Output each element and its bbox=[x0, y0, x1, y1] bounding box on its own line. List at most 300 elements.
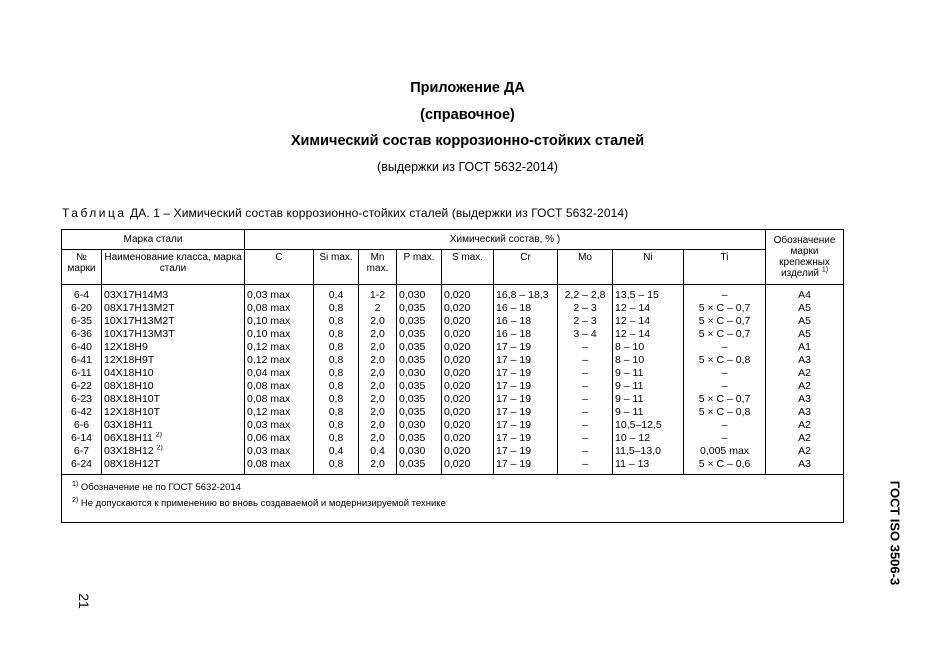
cell-number bbox=[62, 380, 102, 393]
cell-mark bbox=[766, 419, 844, 432]
cell-p-text: 0,035 bbox=[399, 393, 426, 405]
cell-ni-text: 9 – 11 bbox=[615, 380, 644, 392]
cell-mo-text: – bbox=[582, 367, 588, 379]
cell-cr bbox=[494, 432, 558, 445]
cell-number bbox=[62, 367, 102, 380]
cell-cr bbox=[494, 328, 558, 341]
cell-p-text: 0,035 bbox=[399, 302, 426, 314]
cell-c bbox=[245, 285, 314, 303]
cell-ti bbox=[684, 315, 766, 328]
cell-c-text: 0,08 max bbox=[247, 458, 291, 470]
cell-cr bbox=[494, 380, 558, 393]
cell-si-text: 0,8 bbox=[328, 380, 344, 392]
cell-ti-text: – bbox=[721, 432, 728, 444]
table-row bbox=[62, 458, 844, 475]
cell-c-text: 0,08 max bbox=[247, 302, 291, 314]
cell-s bbox=[442, 406, 494, 419]
cell-c bbox=[245, 302, 314, 315]
cell-ti-text: 5 × C – 0,8 bbox=[698, 406, 751, 418]
cell-p bbox=[397, 315, 442, 328]
cell-grade bbox=[102, 354, 245, 367]
cell-s bbox=[442, 432, 494, 445]
cell-cr bbox=[494, 393, 558, 406]
header-ti: Ti bbox=[684, 250, 766, 285]
header-c: C bbox=[245, 250, 314, 285]
cell-mo bbox=[558, 285, 613, 303]
cell-si bbox=[314, 445, 359, 458]
table-footnotes bbox=[62, 475, 844, 523]
cell-s bbox=[442, 285, 494, 303]
cell-si bbox=[314, 302, 359, 315]
cell-c bbox=[245, 419, 314, 432]
cell-ti bbox=[684, 380, 766, 393]
cell-number bbox=[62, 341, 102, 354]
cell-s-text: 0,020 bbox=[444, 406, 471, 418]
cell-s bbox=[442, 328, 494, 341]
cell-mark bbox=[766, 445, 844, 458]
cell-mn bbox=[359, 406, 397, 419]
cell-ni-text: 10 – 12 bbox=[615, 432, 651, 444]
cell-c-text: 0,12 max bbox=[247, 341, 291, 353]
cell-si bbox=[314, 328, 359, 341]
cell-number bbox=[62, 432, 102, 445]
cell-mo bbox=[558, 341, 613, 354]
cell-mn bbox=[359, 432, 397, 445]
grade-footnote-mark: 2) bbox=[156, 445, 163, 452]
cell-ni bbox=[613, 393, 684, 406]
cell-si-text: 0,8 bbox=[328, 328, 344, 340]
cell-ti-text: 5 × C – 0,7 bbox=[698, 315, 751, 327]
cell-cr-text: 17 – 19 bbox=[496, 367, 532, 379]
cell-ni bbox=[613, 419, 684, 432]
appendix-type: (справочное) bbox=[420, 107, 515, 123]
cell-mark bbox=[766, 432, 844, 445]
header-cr: Cr bbox=[494, 250, 558, 285]
header-designation-text: Обозначение марки крепежных изделий bbox=[773, 235, 836, 279]
cell-mn bbox=[359, 354, 397, 367]
cell-c bbox=[245, 380, 314, 393]
cell-mn bbox=[359, 285, 397, 303]
cell-p-text: 0,035 bbox=[399, 341, 426, 353]
cell-mark bbox=[766, 341, 844, 354]
cell-number bbox=[62, 354, 102, 367]
cell-mark bbox=[766, 315, 844, 328]
cell-number-text: 6-41 bbox=[70, 354, 92, 366]
header-mn: Mn max. bbox=[359, 250, 397, 285]
cell-s-text: 0,020 bbox=[444, 341, 471, 353]
cell-c-text: 0,08 max bbox=[247, 380, 291, 392]
cell-c bbox=[245, 445, 314, 458]
cell-mark bbox=[766, 380, 844, 393]
cell-ni bbox=[613, 367, 684, 380]
cell-number-text: 6-14 bbox=[70, 432, 92, 444]
cell-mark bbox=[766, 367, 844, 380]
cell-s bbox=[442, 367, 494, 380]
cell-ni bbox=[613, 302, 684, 315]
cell-grade-text: 10Х17Н13М3Т bbox=[104, 328, 175, 340]
cell-p bbox=[397, 458, 442, 475]
cell-mark-text: A3 bbox=[798, 458, 811, 470]
table-caption-word: Таблица bbox=[62, 206, 127, 220]
cell-ni-text: 9 – 11 bbox=[615, 393, 644, 405]
cell-ni-text: 9 – 11 bbox=[615, 367, 644, 379]
cell-cr-text: 16,8 – 18,3 bbox=[496, 289, 549, 301]
table-row bbox=[62, 315, 844, 328]
cell-mark-text: A1 bbox=[798, 341, 811, 353]
cell-mark-text: A4 bbox=[798, 289, 811, 301]
cell-c bbox=[245, 393, 314, 406]
cell-cr bbox=[494, 285, 558, 303]
cell-mark-text: A3 bbox=[798, 354, 811, 366]
cell-s bbox=[442, 302, 494, 315]
cell-mo bbox=[558, 432, 613, 445]
cell-p bbox=[397, 302, 442, 315]
cell-number bbox=[62, 302, 102, 315]
cell-mark bbox=[766, 302, 844, 315]
cell-ti-text: – bbox=[721, 341, 728, 353]
cell-s-text: 0,020 bbox=[444, 432, 471, 444]
table-row bbox=[62, 419, 844, 432]
cell-s bbox=[442, 315, 494, 328]
cell-si-text: 0,8 bbox=[328, 406, 344, 418]
cell-mo-text: 3 – 4 bbox=[573, 328, 597, 340]
cell-c-text: 0,03 max bbox=[247, 289, 291, 301]
table-row bbox=[62, 285, 844, 303]
cell-mark-text: A3 bbox=[798, 393, 811, 405]
cell-ni bbox=[613, 328, 684, 341]
cell-c-text: 0,08 max bbox=[247, 393, 291, 405]
cell-cr-text: 17 – 19 bbox=[496, 393, 532, 405]
cell-p-text: 0,035 bbox=[399, 406, 426, 418]
cell-si bbox=[314, 458, 359, 475]
cell-c-text: 0,12 max bbox=[247, 406, 291, 418]
cell-number-text: 6-36 bbox=[70, 328, 92, 340]
cell-si-text: 0,8 bbox=[328, 432, 344, 444]
cell-si bbox=[314, 380, 359, 393]
cell-ni-text: 10,5–12,5 bbox=[615, 419, 662, 431]
cell-cr bbox=[494, 367, 558, 380]
footnote-1-text: Обозначение не по ГОСТ 5632-2014 bbox=[78, 482, 241, 493]
cell-mo bbox=[558, 458, 613, 475]
cell-grade-text: 03Х17Н14М3 bbox=[104, 289, 169, 301]
cell-mo-text: 2 – 3 bbox=[573, 315, 597, 327]
cell-ti-text: – bbox=[721, 419, 728, 431]
cell-si bbox=[314, 419, 359, 432]
cell-mo-text: – bbox=[582, 406, 588, 418]
cell-grade-text: 08Х18Н12Т bbox=[104, 458, 161, 470]
table-row bbox=[62, 302, 844, 315]
cell-ni-text: 13,5 – 15 bbox=[615, 289, 659, 301]
table-row bbox=[62, 406, 844, 419]
cell-ni bbox=[613, 380, 684, 393]
cell-grade-text: 08Х18Н10 bbox=[104, 380, 154, 392]
cell-mo-text: – bbox=[582, 419, 588, 431]
cell-si-text: 0,8 bbox=[328, 393, 344, 405]
cell-si bbox=[314, 315, 359, 328]
cell-ni bbox=[613, 341, 684, 354]
cell-ti-text: 5 × C – 0,8 bbox=[698, 354, 751, 366]
cell-mo bbox=[558, 367, 613, 380]
cell-ni bbox=[613, 432, 684, 445]
cell-number bbox=[62, 445, 102, 458]
cell-mo bbox=[558, 380, 613, 393]
cell-ni bbox=[613, 315, 684, 328]
cell-ni-text: 8 – 10 bbox=[615, 341, 645, 353]
cell-p-text: 0,035 bbox=[399, 458, 426, 470]
cell-mn bbox=[359, 328, 397, 341]
grade-footnote-mark: 2) bbox=[155, 432, 163, 439]
cell-p bbox=[397, 380, 442, 393]
cell-cr-text: 17 – 19 bbox=[496, 445, 532, 457]
cell-ti bbox=[684, 285, 766, 303]
cell-c bbox=[245, 458, 314, 475]
cell-ti-text: – bbox=[721, 289, 728, 301]
cell-ti bbox=[684, 367, 766, 380]
cell-cr-text: 16 – 18 bbox=[496, 302, 532, 314]
cell-mark-text: A5 bbox=[798, 302, 811, 314]
cell-mn bbox=[359, 393, 397, 406]
standard-designation: ГОСТ ISO 3506-3 bbox=[887, 480, 903, 586]
cell-p-text: 0,030 bbox=[399, 289, 426, 301]
cell-mo bbox=[558, 328, 613, 341]
cell-ti bbox=[684, 354, 766, 367]
cell-cr bbox=[494, 302, 558, 315]
cell-grade bbox=[102, 458, 245, 475]
cell-mo-text: – bbox=[582, 432, 588, 444]
cell-mo bbox=[558, 419, 613, 432]
cell-mo bbox=[558, 354, 613, 367]
cell-ti bbox=[684, 406, 766, 419]
cell-ni bbox=[613, 458, 684, 475]
cell-si-text: 0,4 bbox=[328, 289, 344, 301]
cell-mn bbox=[359, 341, 397, 354]
cell-mn-text: 2,0 bbox=[370, 458, 385, 470]
cell-mo bbox=[558, 406, 613, 419]
cell-s-text: 0,020 bbox=[444, 445, 471, 457]
cell-ni bbox=[613, 354, 684, 367]
cell-grade-text: 12Х18Н9Т bbox=[104, 354, 155, 366]
cell-mo-text: – bbox=[582, 458, 588, 470]
cell-grade-text: 03Х18Н12 bbox=[104, 445, 154, 457]
header-number: № марки bbox=[62, 250, 102, 285]
cell-mark-text: A5 bbox=[798, 315, 811, 327]
table-row bbox=[62, 328, 844, 341]
cell-grade bbox=[102, 367, 245, 380]
cell-number-text: 6-11 bbox=[71, 367, 92, 379]
cell-s-text: 0,020 bbox=[444, 393, 471, 405]
table-caption-text: ДА. 1 – Химический состав коррозионно-стойких сталей (выдержки из ГОСТ 5632-2014) bbox=[126, 206, 629, 220]
cell-p bbox=[397, 432, 442, 445]
cell-ni-text: 9 – 11 bbox=[615, 406, 644, 418]
table-row bbox=[62, 445, 844, 458]
cell-ti bbox=[684, 302, 766, 315]
cell-grade-text: 04Х18Н10 bbox=[104, 367, 154, 379]
footnote-2-text: Не допускаются к применению во вновь создаваемой и модернизируемой технике bbox=[78, 498, 446, 509]
cell-ti bbox=[684, 432, 766, 445]
cell-grade bbox=[102, 341, 245, 354]
cell-p bbox=[397, 367, 442, 380]
cell-number-text: 6-40 bbox=[70, 341, 92, 353]
cell-grade bbox=[102, 419, 245, 432]
cell-c bbox=[245, 328, 314, 341]
cell-c-text: 0,10 max bbox=[247, 315, 291, 327]
header-mo: Mo bbox=[558, 250, 613, 285]
cell-mn-text: 2,0 bbox=[370, 354, 385, 366]
cell-si bbox=[314, 393, 359, 406]
cell-number-text: 6-4 bbox=[73, 289, 90, 301]
cell-ti bbox=[684, 341, 766, 354]
cell-grade-text: 12Х18Н9 bbox=[104, 341, 148, 353]
cell-p bbox=[397, 445, 442, 458]
cell-mn bbox=[359, 458, 397, 475]
cell-c bbox=[245, 341, 314, 354]
table-row bbox=[62, 432, 844, 445]
footnote-2-mark: 2) bbox=[72, 496, 79, 504]
cell-mn-text: 2,0 bbox=[370, 419, 385, 431]
cell-number-text: 6-35 bbox=[70, 315, 92, 327]
cell-ni bbox=[613, 406, 684, 419]
cell-c bbox=[245, 432, 314, 445]
cell-mo-text: 2 – 3 bbox=[573, 302, 597, 314]
table-row bbox=[62, 354, 844, 367]
cell-grade bbox=[102, 380, 245, 393]
cell-mn-text: 2,0 bbox=[370, 432, 385, 444]
cell-c bbox=[245, 367, 314, 380]
header-steel-grade: Марка стали bbox=[62, 230, 245, 250]
header-class-name: Наименование класса, марка стали bbox=[102, 250, 245, 285]
cell-mn bbox=[359, 419, 397, 432]
cell-p bbox=[397, 406, 442, 419]
cell-cr bbox=[494, 445, 558, 458]
cell-s bbox=[442, 419, 494, 432]
cell-p-text: 0,035 bbox=[399, 354, 426, 366]
cell-cr bbox=[494, 354, 558, 367]
cell-s bbox=[442, 393, 494, 406]
cell-mn-text: 2,0 bbox=[370, 406, 385, 418]
cell-si bbox=[314, 432, 359, 445]
cell-cr-text: 17 – 19 bbox=[496, 380, 532, 392]
cell-mn-text: 2,0 bbox=[370, 380, 385, 392]
cell-number-text: 6-20 bbox=[70, 302, 92, 314]
cell-cr bbox=[494, 406, 558, 419]
cell-number bbox=[62, 406, 102, 419]
cell-c-text: 0,03 max bbox=[247, 445, 291, 457]
footnote-1-mark: 1) bbox=[72, 480, 79, 488]
cell-number-text: 6-42 bbox=[70, 406, 92, 418]
cell-grade-text: 08Х18Н10Т bbox=[104, 393, 161, 405]
cell-p-text: 0,035 bbox=[399, 328, 426, 340]
appendix-source: (выдержки из ГОСТ 5632-2014) bbox=[377, 160, 558, 174]
cell-ni-text: 12 – 14 bbox=[615, 302, 651, 314]
cell-p bbox=[397, 393, 442, 406]
cell-grade bbox=[102, 393, 245, 406]
cell-ti-text: 5 × C – 0,7 bbox=[698, 393, 751, 405]
header-designation bbox=[766, 230, 844, 285]
cell-mark-text: A5 bbox=[798, 328, 811, 340]
cell-ti-text: 5 × C – 0,6 bbox=[698, 458, 751, 470]
cell-grade-text: 06Х18Н11 bbox=[104, 432, 153, 444]
cell-p-text: 0,030 bbox=[399, 419, 426, 431]
cell-c-text: 0,06 max bbox=[247, 432, 291, 444]
cell-mark bbox=[766, 393, 844, 406]
cell-c bbox=[245, 315, 314, 328]
cell-s-text: 0,020 bbox=[444, 328, 471, 340]
cell-cr-text: 17 – 19 bbox=[496, 458, 532, 470]
appendix-title: Приложение ДА bbox=[410, 80, 525, 96]
cell-grade-text: 12Х18Н10Т bbox=[104, 406, 161, 418]
cell-grade bbox=[102, 328, 245, 341]
cell-cr-text: 17 – 19 bbox=[496, 406, 532, 418]
cell-cr-text: 17 – 19 bbox=[496, 354, 532, 366]
cell-si-text: 0,8 bbox=[328, 354, 344, 366]
cell-c-text: 0,10 max bbox=[247, 328, 291, 340]
cell-mn bbox=[359, 302, 397, 315]
cell-ni-text: 8 – 10 bbox=[615, 354, 645, 366]
cell-grade bbox=[102, 406, 245, 419]
cell-mn-text: 2,0 bbox=[370, 367, 385, 379]
cell-mn-text: 0,4 bbox=[370, 445, 385, 457]
cell-si-text: 0,4 bbox=[328, 445, 344, 457]
cell-ti bbox=[684, 328, 766, 341]
cell-ni-text: 11,5–13,0 bbox=[615, 445, 661, 457]
table-row bbox=[62, 393, 844, 406]
cell-mn bbox=[359, 315, 397, 328]
cell-cr-text: 17 – 19 bbox=[496, 341, 532, 353]
cell-mn-text: 2,0 bbox=[370, 315, 385, 327]
cell-mn bbox=[359, 367, 397, 380]
cell-s-text: 0,020 bbox=[444, 380, 471, 392]
cell-s bbox=[442, 341, 494, 354]
cell-number bbox=[62, 328, 102, 341]
cell-p bbox=[397, 354, 442, 367]
cell-ni-text: 12 – 14 bbox=[615, 315, 651, 327]
cell-si-text: 0,8 bbox=[328, 419, 344, 431]
table-row bbox=[62, 380, 844, 393]
cell-mark-text: A2 bbox=[798, 367, 811, 379]
header-chem-composition: Химический состав, % ) bbox=[245, 230, 766, 250]
cell-si bbox=[314, 406, 359, 419]
cell-mark-text: A2 bbox=[798, 380, 811, 392]
cell-p-text: 0,030 bbox=[399, 367, 426, 379]
cell-s-text: 0,020 bbox=[444, 419, 471, 431]
cell-number bbox=[62, 393, 102, 406]
cell-p bbox=[397, 285, 442, 303]
cell-p-text: 0,030 bbox=[399, 445, 426, 457]
cell-mo-text: – bbox=[582, 354, 588, 366]
cell-cr bbox=[494, 419, 558, 432]
cell-grade bbox=[102, 315, 245, 328]
cell-si bbox=[314, 354, 359, 367]
cell-cr-text: 17 – 19 bbox=[496, 432, 532, 444]
header-si: Si max. bbox=[314, 250, 359, 285]
cell-cr bbox=[494, 315, 558, 328]
cell-mn bbox=[359, 380, 397, 393]
appendix-subject: Химический состав коррозионно-стойких сталей bbox=[290, 133, 645, 149]
cell-p bbox=[397, 328, 442, 341]
cell-mn bbox=[359, 445, 397, 458]
cell-s bbox=[442, 380, 494, 393]
cell-grade-text: 03Х18Н11 bbox=[104, 419, 153, 431]
cell-cr bbox=[494, 341, 558, 354]
cell-c-text: 0,03 max bbox=[247, 419, 291, 431]
cell-si bbox=[314, 367, 359, 380]
cell-grade-text: 08Х17Н13М2Т bbox=[104, 302, 175, 314]
cell-mn-text: 2 bbox=[374, 302, 381, 314]
cell-s bbox=[442, 445, 494, 458]
cell-ti-text: – bbox=[721, 380, 728, 392]
cell-ni bbox=[613, 285, 684, 303]
cell-s bbox=[442, 458, 494, 475]
